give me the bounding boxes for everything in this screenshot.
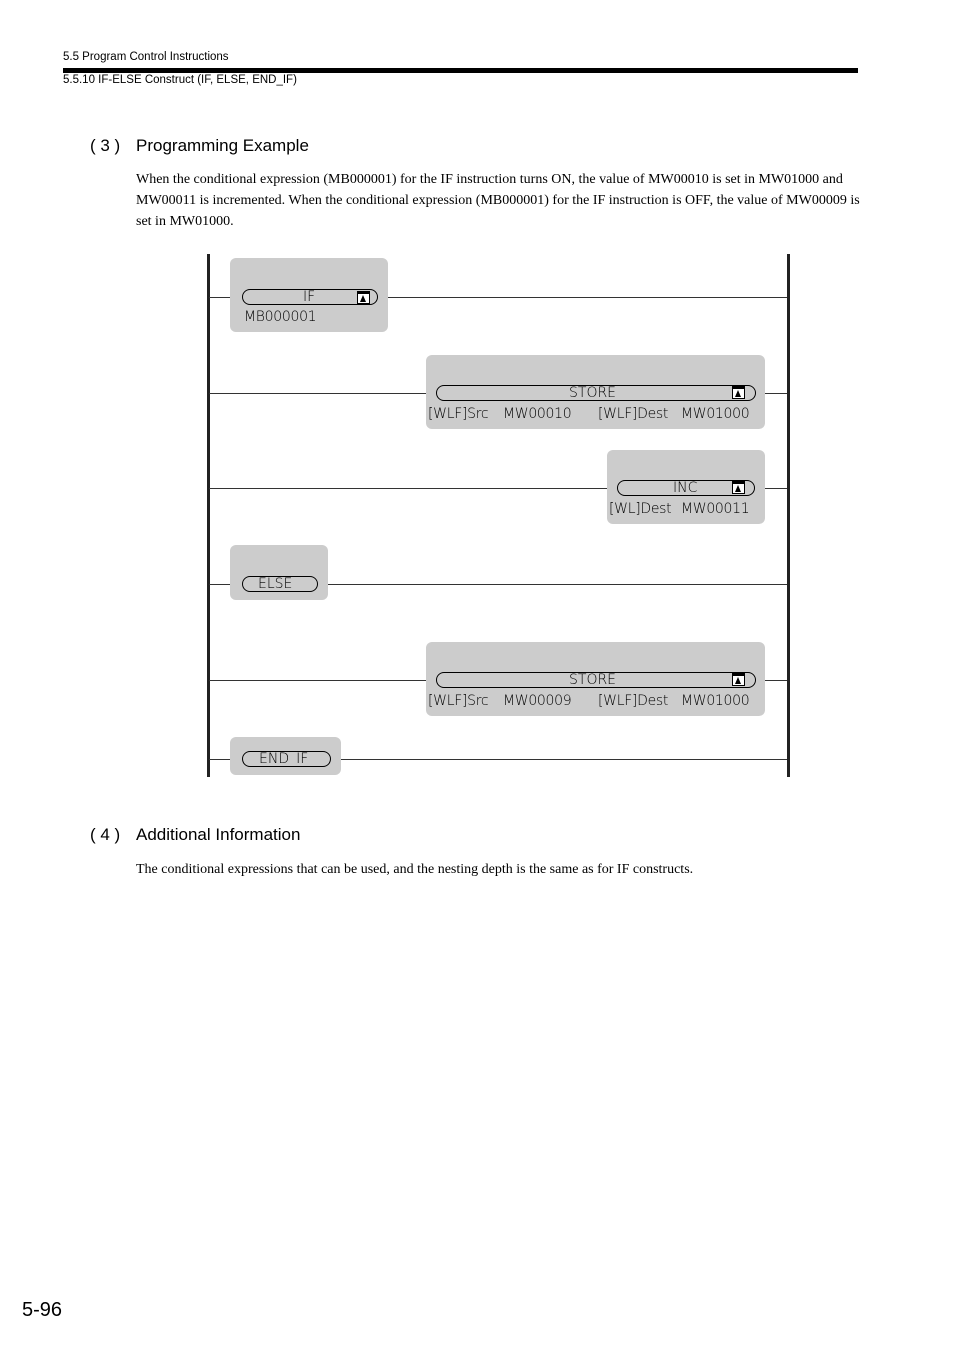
section-4-number: ( 4 ) (90, 825, 121, 844)
right-power-rail (787, 254, 790, 777)
page-number: 5-96 (22, 1299, 63, 1321)
inc-dest-label: [WL]Dest (609, 501, 672, 517)
inc-dest-operand: MW00011 (681, 501, 750, 517)
store-src-label: [WLF]Src (428, 693, 489, 709)
store-instruction-block-2[interactable] (426, 642, 765, 716)
left-power-rail (207, 254, 210, 777)
else-label: ELSE (258, 576, 293, 592)
else-instruction-block[interactable] (230, 545, 328, 600)
section-3-title: Programming Example (136, 136, 309, 155)
expand-arrow-icon[interactable] (732, 673, 745, 686)
inc-label: INC (673, 480, 698, 496)
section-4-title: Additional Information (136, 825, 301, 844)
section-4-heading (90, 825, 300, 845)
section-3-text: When the conditional expression (MB000001) for the IF instruction turns ON, the value of MW00010 is set in MW01000 and MW00011 is incremented. When the conditional expression (MB000001) for the IF instruction is OFF, the value of MW00009 is set in MW01000. (136, 172, 860, 229)
endif-label: END_IF (259, 751, 309, 767)
store-dest-operand: MW01000 (681, 693, 750, 709)
if-instruction-block[interactable] (230, 258, 388, 332)
inc-instruction-block[interactable] (607, 450, 765, 524)
section-3-number: ( 3 ) (90, 136, 121, 155)
store-dest-label: [WLF]Dest (598, 693, 669, 709)
store-src-label: [WLF]Src (428, 406, 489, 422)
endif-instruction-block[interactable] (230, 737, 341, 775)
if-operand: MB000001 (244, 309, 317, 325)
running-header-section: 5.5 Program Control Instructions (63, 51, 229, 63)
expand-arrow-icon[interactable] (732, 481, 745, 494)
store-dest-operand: MW01000 (681, 406, 750, 422)
section-4-text: The conditional expressions that can be used, and the nesting depth is the same as for IF constructs. (136, 862, 694, 877)
if-label: IF (303, 289, 316, 305)
running-header-subsection: 5.5.10 IF-ELSE Construct (IF, ELSE, END_IF) (63, 74, 297, 86)
store-label: STORE (569, 672, 617, 688)
store-src-operand: MW00010 (503, 406, 572, 422)
store-label: STORE (569, 385, 617, 401)
store-instruction-block-1[interactable] (426, 355, 765, 429)
expand-arrow-icon[interactable] (357, 291, 370, 304)
store-src-operand: MW00009 (503, 693, 572, 709)
expand-arrow-icon[interactable] (732, 386, 745, 399)
store-dest-label: [WLF]Dest (598, 406, 669, 422)
